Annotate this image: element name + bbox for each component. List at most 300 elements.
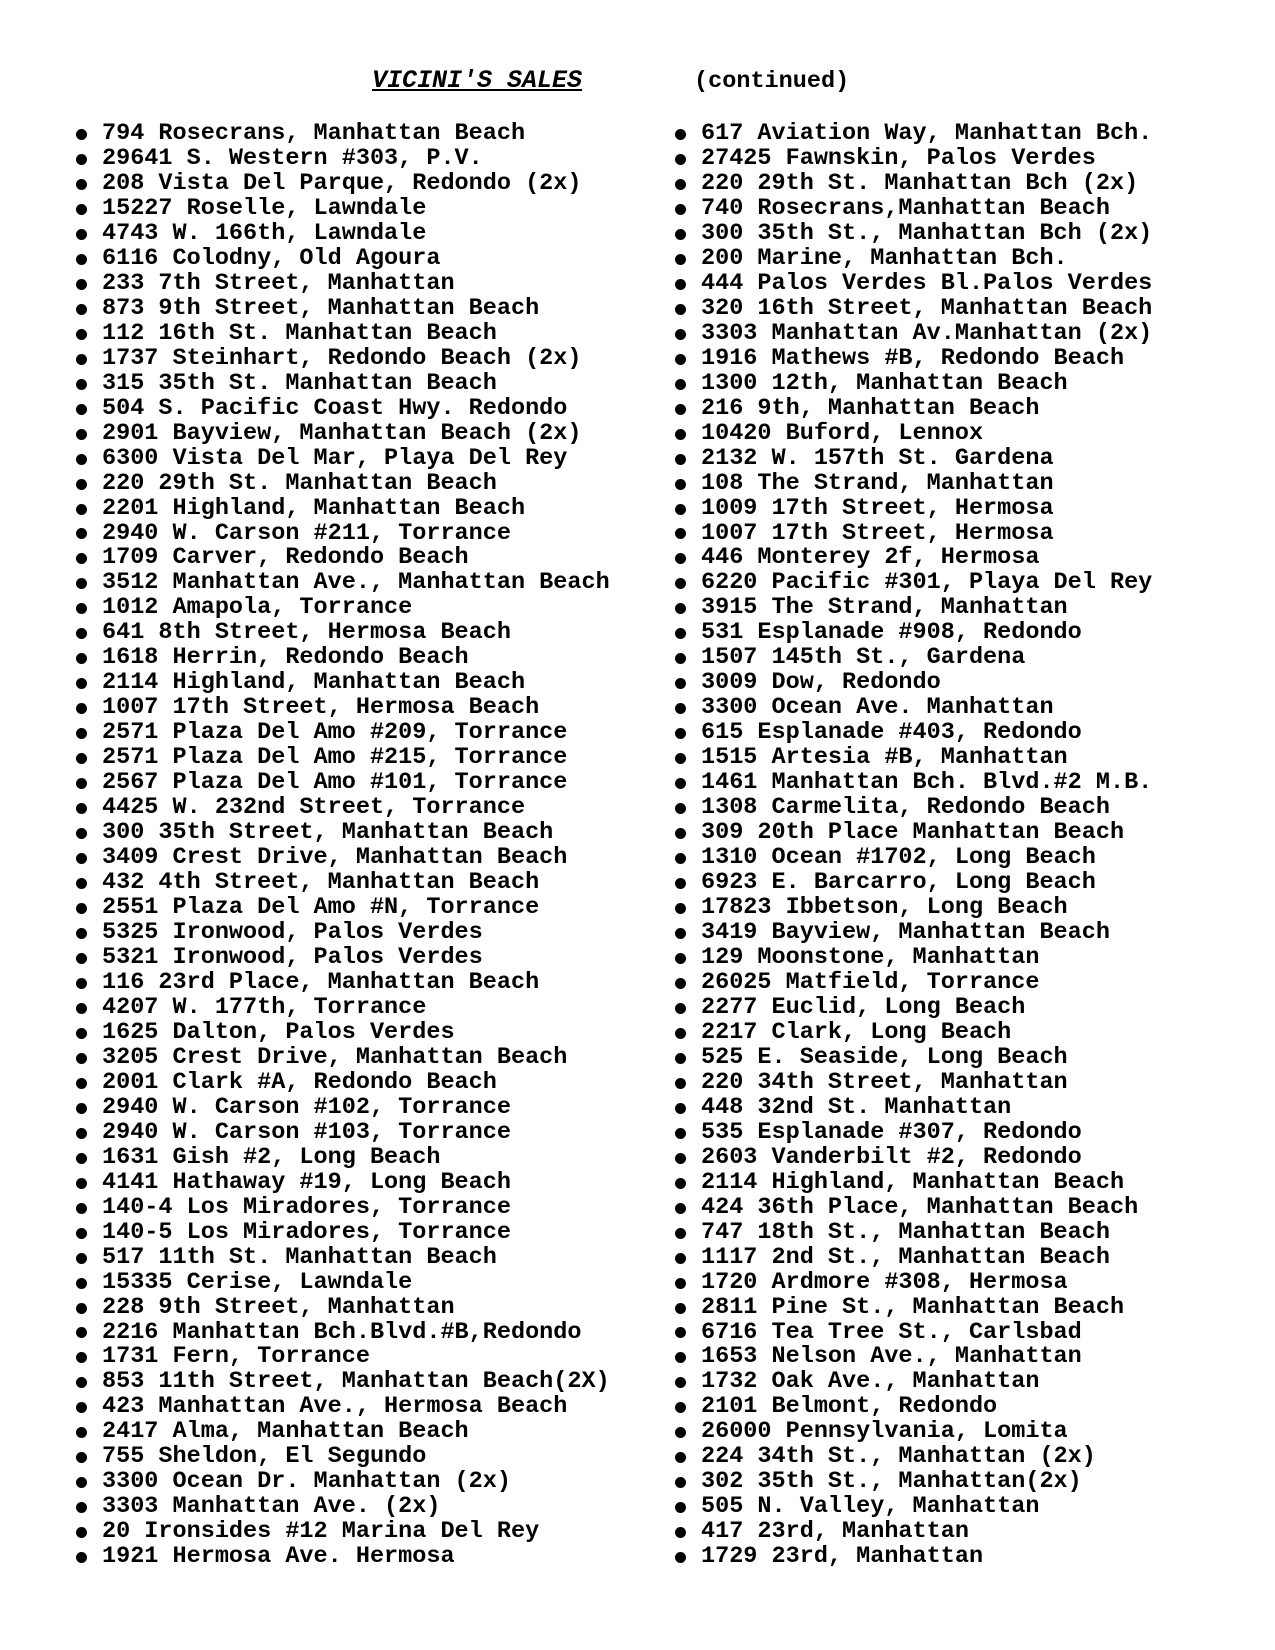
bullet-icon <box>76 129 87 140</box>
left-address-item <box>76 494 610 522</box>
left-address-item <box>76 144 610 172</box>
bullet-icon <box>675 928 686 939</box>
address-text: 26000 Pennsylvania, Lomita <box>701 1418 1068 1446</box>
left-address-item <box>76 1345 610 1370</box>
right-address-item <box>675 871 1152 896</box>
address-text: 3409 Crest Drive, Manhattan Beach <box>102 844 568 872</box>
left-address-item <box>76 721 610 746</box>
bullet-icon <box>675 1502 686 1513</box>
bullet-icon <box>76 1003 87 1014</box>
bullet-icon <box>675 703 686 714</box>
address-text: 2811 Pine St., Manhattan Beach <box>701 1293 1125 1321</box>
address-text: 1117 2nd St., Manhattan Beach <box>701 1243 1110 1271</box>
bullet-icon <box>675 1078 686 1089</box>
right-address-item <box>675 771 1152 796</box>
right-address-item <box>675 821 1152 846</box>
bullet-icon <box>675 1427 686 1438</box>
left-address-item <box>76 369 610 397</box>
right-address-item <box>675 419 1152 447</box>
address-text: 1737 Steinhart, Redondo Beach (2x) <box>102 344 582 372</box>
address-text: 220 29th St. Manhattan Beach <box>102 469 497 497</box>
left-address-item <box>76 596 610 621</box>
left-address-item <box>76 771 610 796</box>
address-text: 6220 Pacific #301, Playa Del Rey <box>701 569 1153 597</box>
bullet-icon <box>675 1153 686 1164</box>
left-address-item <box>76 1068 610 1096</box>
address-text: 228 9th Street, Manhattan <box>102 1293 455 1321</box>
address-text: 29641 S. Western #303, P.V. <box>102 144 483 172</box>
address-text: 309 20th Place Manhattan Beach <box>701 819 1125 847</box>
address-text: 27425 Fawnskin, Palos Verdes <box>701 144 1096 172</box>
left-address-item <box>76 671 610 696</box>
left-address-item <box>76 746 610 771</box>
right-address-item <box>675 571 1152 596</box>
right-address-item <box>675 269 1153 297</box>
left-address-list <box>76 122 610 1570</box>
address-text: 525 E. Seaside, Long Beach <box>701 1043 1068 1071</box>
right-address-item <box>675 319 1153 347</box>
bullet-icon <box>675 1477 686 1488</box>
bullet-icon <box>675 853 686 864</box>
left-address-item <box>76 1243 610 1271</box>
bullet-icon <box>76 1527 87 1538</box>
left-address-item <box>76 194 610 222</box>
address-text: 3915 The Strand, Manhattan <box>701 594 1068 622</box>
bullet-icon <box>76 1377 87 1388</box>
bullet-icon <box>76 903 87 914</box>
address-text: 1631 Gish #2, Long Beach <box>102 1143 441 1171</box>
address-text: 140-4 Los Miradores, Torrance <box>102 1193 511 1221</box>
bullet-icon <box>675 828 686 839</box>
bullet-icon <box>675 379 686 390</box>
bullet-icon <box>675 1053 686 1064</box>
right-address-item <box>675 369 1152 397</box>
address-text: 1310 Ocean #1702, Long Beach <box>701 844 1096 872</box>
address-text: 6716 Tea Tree St., Carlsbad <box>701 1318 1082 1346</box>
bullet-icon <box>675 578 686 589</box>
address-text: 2567 Plaza Del Amo #101, Torrance <box>102 769 568 797</box>
left-address-item <box>76 1420 610 1445</box>
left-address-item <box>76 1218 610 1246</box>
bullet-icon <box>675 429 686 440</box>
left-address-item <box>76 419 610 447</box>
bullet-icon <box>675 504 686 515</box>
left-address-item <box>76 1395 610 1420</box>
address-text: 2216 Manhattan Bch.Blvd.#B,Redondo <box>102 1318 582 1346</box>
right-address-item <box>675 519 1152 547</box>
bullet-icon <box>76 454 87 465</box>
bullet-icon <box>76 479 87 490</box>
left-address-item <box>76 1143 610 1171</box>
bullet-icon <box>675 1103 686 1114</box>
address-text: 1720 Ardmore #308, Hermosa <box>701 1268 1068 1296</box>
bullet-icon <box>675 1552 686 1563</box>
right-address-item <box>675 1268 1152 1296</box>
bullet-icon <box>76 1253 87 1264</box>
bullet-icon <box>76 1203 87 1214</box>
address-text: 320 16th Street, Manhattan Beach <box>701 294 1153 322</box>
right-address-item <box>675 194 1152 222</box>
continued-label: (continued) <box>694 68 850 95</box>
bullet-icon <box>76 1178 87 1189</box>
bullet-icon <box>675 1203 686 1214</box>
bullet-icon <box>675 204 686 215</box>
bullet-icon <box>76 703 87 714</box>
right-address-item <box>675 1143 1152 1171</box>
address-text: 208 Vista Del Parque, Redondo (2x) <box>102 169 582 197</box>
right-address-item <box>675 1093 1152 1121</box>
bullet-icon <box>675 229 686 240</box>
address-text: 3512 Manhattan Ave., Manhattan Beach <box>102 569 610 597</box>
bullet-icon <box>76 928 87 939</box>
address-text: 26025 Matfield, Torrance <box>701 968 1040 996</box>
bullet-icon <box>675 254 686 265</box>
right-address-item <box>675 1218 1152 1246</box>
bullet-icon <box>675 653 686 664</box>
address-text: 446 Monterey 2f, Hermosa <box>701 544 1040 572</box>
bullet-icon <box>76 204 87 215</box>
address-text: 615 Esplanade #403, Redondo <box>701 719 1082 747</box>
bullet-icon <box>675 1303 686 1314</box>
right-address-item <box>675 469 1152 497</box>
address-text: 2114 Highland, Manhattan Beach <box>701 1168 1125 1196</box>
right-address-item <box>675 1395 1152 1420</box>
bullet-icon <box>76 1078 87 1089</box>
address-text: 740 Rosecrans,Manhattan Beach <box>701 194 1110 222</box>
bullet-icon <box>76 229 87 240</box>
address-text: 15227 Roselle, Lawndale <box>102 194 427 222</box>
right-address-item <box>675 746 1152 771</box>
right-address-item <box>675 122 1152 147</box>
address-text: 2101 Belmont, Redondo <box>701 1393 998 1421</box>
bullet-icon <box>76 329 87 340</box>
address-text: 2114 Highland, Manhattan Beach <box>102 669 526 697</box>
bullet-icon <box>76 828 87 839</box>
bullet-icon <box>76 753 87 764</box>
address-text: 1461 Manhattan Bch. Blvd.#2 M.B. <box>701 769 1153 797</box>
address-text: 1653 Nelson Ave., Manhattan <box>701 1343 1082 1371</box>
bullet-icon <box>76 504 87 515</box>
address-text: 233 7th Street, Manhattan <box>102 269 455 297</box>
address-text: 224 34th St., Manhattan (2x) <box>701 1443 1096 1471</box>
left-address-item <box>76 1093 610 1121</box>
address-text: 3419 Bayview, Manhattan Beach <box>701 919 1110 946</box>
bullet-icon <box>675 903 686 914</box>
left-address-item <box>76 1193 610 1221</box>
right-address-item <box>675 344 1152 372</box>
left-address-item <box>76 219 610 247</box>
bullet-icon <box>76 1228 87 1239</box>
right-address-item <box>675 943 1152 971</box>
left-address-item <box>76 896 610 921</box>
address-text: 5325 Ironwood, Palos Verdes <box>102 919 483 946</box>
right-address-item <box>675 1193 1152 1221</box>
right-address-item <box>675 721 1152 746</box>
bullet-icon <box>675 354 686 365</box>
bullet-icon <box>675 1003 686 1014</box>
address-text: 2571 Plaza Del Amo #209, Torrance <box>102 719 568 747</box>
left-address-item <box>76 1495 610 1520</box>
bullet-icon <box>675 803 686 814</box>
address-text: 116 23rd Place, Manhattan Beach <box>102 968 540 996</box>
left-address-item <box>76 294 610 322</box>
address-text: 200 Marine, Manhattan Bch. <box>701 244 1068 272</box>
address-text: 3205 Crest Drive, Manhattan Beach <box>102 1043 568 1071</box>
bullet-icon <box>76 254 87 265</box>
right-address-item <box>675 1470 1152 1495</box>
bullet-icon <box>76 1477 87 1488</box>
address-text: 140-5 Los Miradores, Torrance <box>102 1218 511 1246</box>
bullet-icon <box>675 878 686 889</box>
left-address-item <box>76 1043 610 1071</box>
bullet-icon <box>76 1153 87 1164</box>
right-address-item <box>675 646 1152 671</box>
address-text: 2217 Clark, Long Beach <box>701 1018 1012 1046</box>
bullet-icon <box>76 154 87 165</box>
bullet-icon <box>675 279 686 290</box>
left-address-item <box>76 344 610 372</box>
bullet-icon <box>675 404 686 415</box>
right-address-item <box>675 696 1152 721</box>
bullet-icon <box>76 1502 87 1513</box>
left-address-item <box>76 1445 610 1470</box>
bullet-icon <box>675 1402 686 1413</box>
bullet-icon <box>76 1327 87 1338</box>
left-address-item <box>76 571 610 596</box>
bullet-icon <box>76 728 87 739</box>
bullet-icon <box>675 154 686 165</box>
left-address-item <box>76 646 610 671</box>
address-text: 2277 Euclid, Long Beach <box>701 993 1026 1021</box>
address-text: 2940 W. Carson #102, Torrance <box>102 1093 511 1121</box>
bullet-icon <box>675 1278 686 1289</box>
left-address-item <box>76 1268 610 1296</box>
left-address-item <box>76 1018 610 1046</box>
address-text: 1300 12th, Manhattan Beach <box>701 369 1068 397</box>
page-header <box>372 66 849 95</box>
bullet-icon <box>76 1028 87 1039</box>
right-address-item <box>675 1293 1152 1321</box>
left-address-item <box>76 943 610 971</box>
left-address-item <box>76 871 610 896</box>
right-address-item <box>675 219 1153 247</box>
address-text: 1709 Carver, Redondo Beach <box>102 544 469 572</box>
bullet-icon <box>76 678 87 689</box>
right-address-item <box>675 846 1152 871</box>
address-text: 2571 Plaza Del Amo #215, Torrance <box>102 744 568 772</box>
address-text: 3009 Dow, Redondo <box>701 669 941 697</box>
left-address-item <box>76 319 610 347</box>
bullet-icon <box>76 628 87 639</box>
bullet-icon <box>675 1253 686 1264</box>
left-address-item <box>76 1168 610 1196</box>
right-address-item <box>675 993 1152 1021</box>
address-text: 112 16th St. Manhattan Beach <box>102 319 497 347</box>
left-address-item <box>76 469 610 497</box>
left-address-item <box>76 821 610 846</box>
address-text: 1308 Carmelita, Redondo Beach <box>701 794 1110 822</box>
left-address-item <box>76 519 610 547</box>
right-address-item <box>675 1118 1152 1146</box>
right-address-item <box>675 1018 1152 1046</box>
bullet-icon <box>76 803 87 814</box>
bullet-icon <box>76 179 87 190</box>
address-text: 1731 Fern, Torrance <box>102 1343 370 1371</box>
address-text: 3300 Ocean Ave. Manhattan <box>701 694 1054 722</box>
address-text: 417 23rd, Manhattan <box>701 1518 969 1546</box>
bullet-icon <box>76 853 87 864</box>
right-address-item <box>675 1068 1152 1096</box>
bullet-icon <box>76 429 87 440</box>
left-address-item <box>76 269 610 297</box>
bullet-icon <box>76 1128 87 1139</box>
address-text: 220 34th Street, Manhattan <box>701 1068 1068 1096</box>
address-text: 1618 Herrin, Redondo Beach <box>102 644 469 672</box>
address-text: 641 8th Street, Hermosa Beach <box>102 619 511 647</box>
address-text: 1921 Hermosa Ave. Hermosa <box>102 1543 455 1571</box>
left-address-item <box>76 968 610 996</box>
bullet-icon <box>76 304 87 315</box>
bullet-icon <box>675 978 686 989</box>
right-address-item <box>675 1445 1152 1470</box>
address-text: 617 Aviation Way, Manhattan Bch. <box>701 120 1153 147</box>
address-text: 3303 Manhattan Ave. (2x) <box>102 1493 441 1521</box>
address-text: 1625 Dalton, Palos Verdes <box>102 1018 455 1046</box>
bullet-icon <box>76 1552 87 1563</box>
bullet-icon <box>76 1352 87 1363</box>
left-address-item <box>76 1520 610 1545</box>
address-text: 6300 Vista Del Mar, Playa Del Rey <box>102 444 568 472</box>
bullet-icon <box>76 553 87 564</box>
address-text: 4425 W. 232nd Street, Torrance <box>102 794 526 822</box>
right-address-item <box>675 546 1152 571</box>
address-text: 1732 Oak Ave., Manhattan <box>701 1368 1040 1396</box>
left-address-item <box>76 394 610 422</box>
bullet-icon <box>675 628 686 639</box>
right-address-item <box>675 1345 1152 1370</box>
bullet-icon <box>675 1327 686 1338</box>
bullet-icon <box>76 528 87 539</box>
address-text: 2201 Highland, Manhattan Beach <box>102 494 526 522</box>
right-address-item <box>675 1243 1152 1271</box>
address-text: 300 35th St., Manhattan Bch (2x) <box>701 219 1153 247</box>
bullet-icon <box>675 603 686 614</box>
address-text: 531 Esplanade #908, Redondo <box>701 619 1082 647</box>
right-address-item <box>675 1168 1152 1196</box>
address-text: 444 Palos Verdes Bl.Palos Verdes <box>701 269 1153 297</box>
address-text: 15335 Cerise, Lawndale <box>102 1268 413 1296</box>
right-address-item <box>675 494 1152 522</box>
address-text: 873 9th Street, Manhattan Beach <box>102 294 540 322</box>
bullet-icon <box>76 404 87 415</box>
left-address-item <box>76 1293 610 1321</box>
address-text: 1007 17th Street, Hermosa <box>701 519 1054 547</box>
address-text: 315 35th St. Manhattan Beach <box>102 369 497 397</box>
bullet-icon <box>675 1452 686 1463</box>
bullet-icon <box>675 1178 686 1189</box>
bullet-icon <box>675 129 686 140</box>
address-text: 4207 W. 177th, Torrance <box>102 993 427 1021</box>
bullet-icon <box>675 753 686 764</box>
right-address-item <box>675 671 1152 696</box>
right-address-item <box>675 1520 1152 1545</box>
right-address-item <box>675 896 1152 921</box>
right-address-item <box>675 144 1152 172</box>
left-address-item <box>76 796 610 821</box>
address-text: 2940 W. Carson #211, Torrance <box>102 519 511 547</box>
address-text: 4743 W. 166th, Lawndale <box>102 219 427 247</box>
bullet-icon <box>76 1053 87 1064</box>
right-address-item <box>675 169 1152 197</box>
address-text: 129 Moonstone, Manhattan <box>701 943 1040 971</box>
right-address-item <box>675 1495 1152 1520</box>
bullet-icon <box>675 528 686 539</box>
bullet-icon <box>76 1303 87 1314</box>
address-text: 6923 E. Barcarro, Long Beach <box>701 869 1096 897</box>
address-text: 220 29th St. Manhattan Bch (2x) <box>701 169 1139 197</box>
bullet-icon <box>76 953 87 964</box>
left-address-item <box>76 546 610 571</box>
address-text: 108 The Strand, Manhattan <box>701 469 1054 497</box>
bullet-icon <box>76 653 87 664</box>
bullet-icon <box>76 1402 87 1413</box>
bullet-icon <box>675 329 686 340</box>
bullet-icon <box>76 603 87 614</box>
address-text: 505 N. Valley, Manhattan <box>701 1493 1040 1521</box>
bullet-icon <box>675 1028 686 1039</box>
left-address-item <box>76 621 610 646</box>
address-text: 3300 Ocean Dr. Manhattan (2x) <box>102 1468 511 1496</box>
right-address-item <box>675 1420 1152 1445</box>
address-text: 2551 Plaza Del Amo #N, Torrance <box>102 894 540 922</box>
bullet-icon <box>675 479 686 490</box>
right-address-item <box>675 1043 1152 1071</box>
address-text: 5321 Ironwood, Palos Verdes <box>102 943 483 971</box>
left-address-item <box>76 921 610 946</box>
address-text: 424 36th Place, Manhattan Beach <box>701 1193 1139 1221</box>
right-address-item <box>675 921 1152 946</box>
address-text: 20 Ironsides #12 Marina Del Rey <box>102 1518 540 1546</box>
bullet-icon <box>675 953 686 964</box>
left-address-item <box>76 169 610 197</box>
right-address-list <box>675 122 1152 1570</box>
left-address-item <box>76 1470 610 1495</box>
address-text: 1916 Mathews #B, Redondo Beach <box>701 344 1125 372</box>
address-text: 2417 Alma, Manhattan Beach <box>102 1418 469 1446</box>
address-text: 2940 W. Carson #103, Torrance <box>102 1118 511 1146</box>
address-text: 300 35th Street, Manhattan Beach <box>102 819 554 847</box>
address-text: 755 Sheldon, El Segundo <box>102 1443 427 1471</box>
address-text: 2603 Vanderbilt #2, Redondo <box>701 1143 1082 1171</box>
address-text: 535 Esplanade #307, Redondo <box>701 1118 1082 1146</box>
left-address-item <box>76 696 610 721</box>
bullet-icon <box>76 578 87 589</box>
bullet-icon <box>675 553 686 564</box>
address-text: 302 35th St., Manhattan(2x) <box>701 1468 1082 1496</box>
bullet-icon <box>76 878 87 889</box>
bullet-icon <box>76 1103 87 1114</box>
bullet-icon <box>76 1452 87 1463</box>
bullet-icon <box>675 454 686 465</box>
address-text: 423 Manhattan Ave., Hermosa Beach <box>102 1393 568 1421</box>
left-address-item <box>76 846 610 871</box>
right-address-item <box>675 1370 1152 1395</box>
bullet-icon <box>76 1278 87 1289</box>
address-text: 448 32nd St. Manhattan <box>701 1093 1012 1121</box>
address-text: 1012 Amapola, Torrance <box>102 594 413 622</box>
address-text: 517 11th St. Manhattan Beach <box>102 1243 497 1271</box>
address-text: 1515 Artesia #B, Manhattan <box>701 744 1068 772</box>
